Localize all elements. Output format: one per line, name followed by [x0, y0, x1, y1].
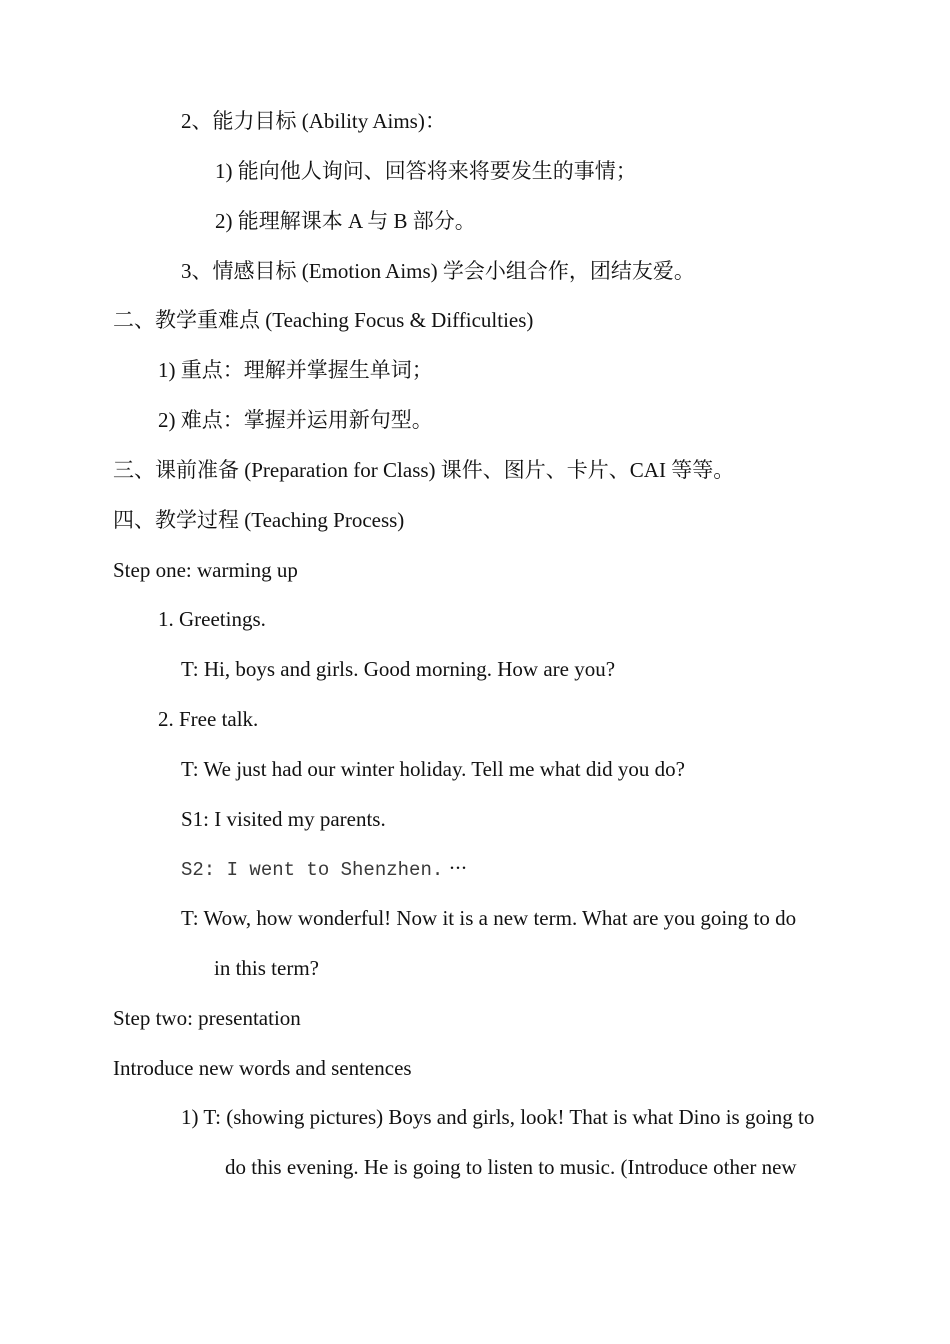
teacher-new-term-line: T: Wow, how wonderful! Now it is a new term. What are you going to do: [181, 906, 797, 930]
student2-line: [181, 855, 466, 883]
teacher-holiday-line: T: We just had our winter holiday. Tell me what did you do?: [181, 757, 685, 781]
student2-text: S2: I went to Shenzhen.: [181, 859, 444, 881]
ability-aim-2: 2) 能理解课本 A 与 B 部分。: [215, 209, 476, 233]
difficulty-item: 2) 难点：掌握并运用新句型。: [158, 408, 433, 432]
teacher-new-term-continuation: in this term?: [214, 956, 319, 980]
free-talk-item: 2. Free talk.: [158, 707, 259, 731]
student1-line: S1: I visited my parents.: [181, 807, 386, 831]
ability-aims-heading: 2、能力目标 (Ability Aims)：: [181, 109, 446, 133]
teaching-process-heading: 四、教学过程 (Teaching Process): [113, 508, 405, 532]
step-two-heading: Step two: presentation: [113, 1006, 301, 1030]
step-one-heading: Step one: warming up: [113, 558, 298, 582]
ellipsis: ···: [448, 856, 467, 880]
ability-aim-1: 1) 能向他人询问、回答将来将要发生的事情；: [215, 159, 637, 183]
emotion-aims-line: 3、情感目标 (Emotion Aims) 学会小组合作，团结友爱。: [181, 259, 695, 283]
presentation-item-1: 1) T: (showing pictures) Boys and girls, look! That is what Dino is going to: [181, 1105, 815, 1129]
preparation-line: 三、课前准备 (Preparation for Class) 课件、图片、卡片、CAI 等等。: [113, 458, 735, 482]
teacher-greeting-line: T: Hi, boys and girls. Good morning. How are you?: [181, 657, 616, 681]
focus-difficulties-heading: 二、教学重难点 (Teaching Focus & Difficulties): [113, 308, 534, 332]
presentation-item-1-continuation: do this evening. He is going to listen to music. (Introduce other new: [225, 1155, 797, 1179]
focus-item: 1) 重点：理解并掌握生单词；: [158, 358, 433, 382]
introduce-words-heading: Introduce new words and sentences: [113, 1056, 412, 1080]
greetings-item: 1. Greetings.: [158, 607, 266, 631]
